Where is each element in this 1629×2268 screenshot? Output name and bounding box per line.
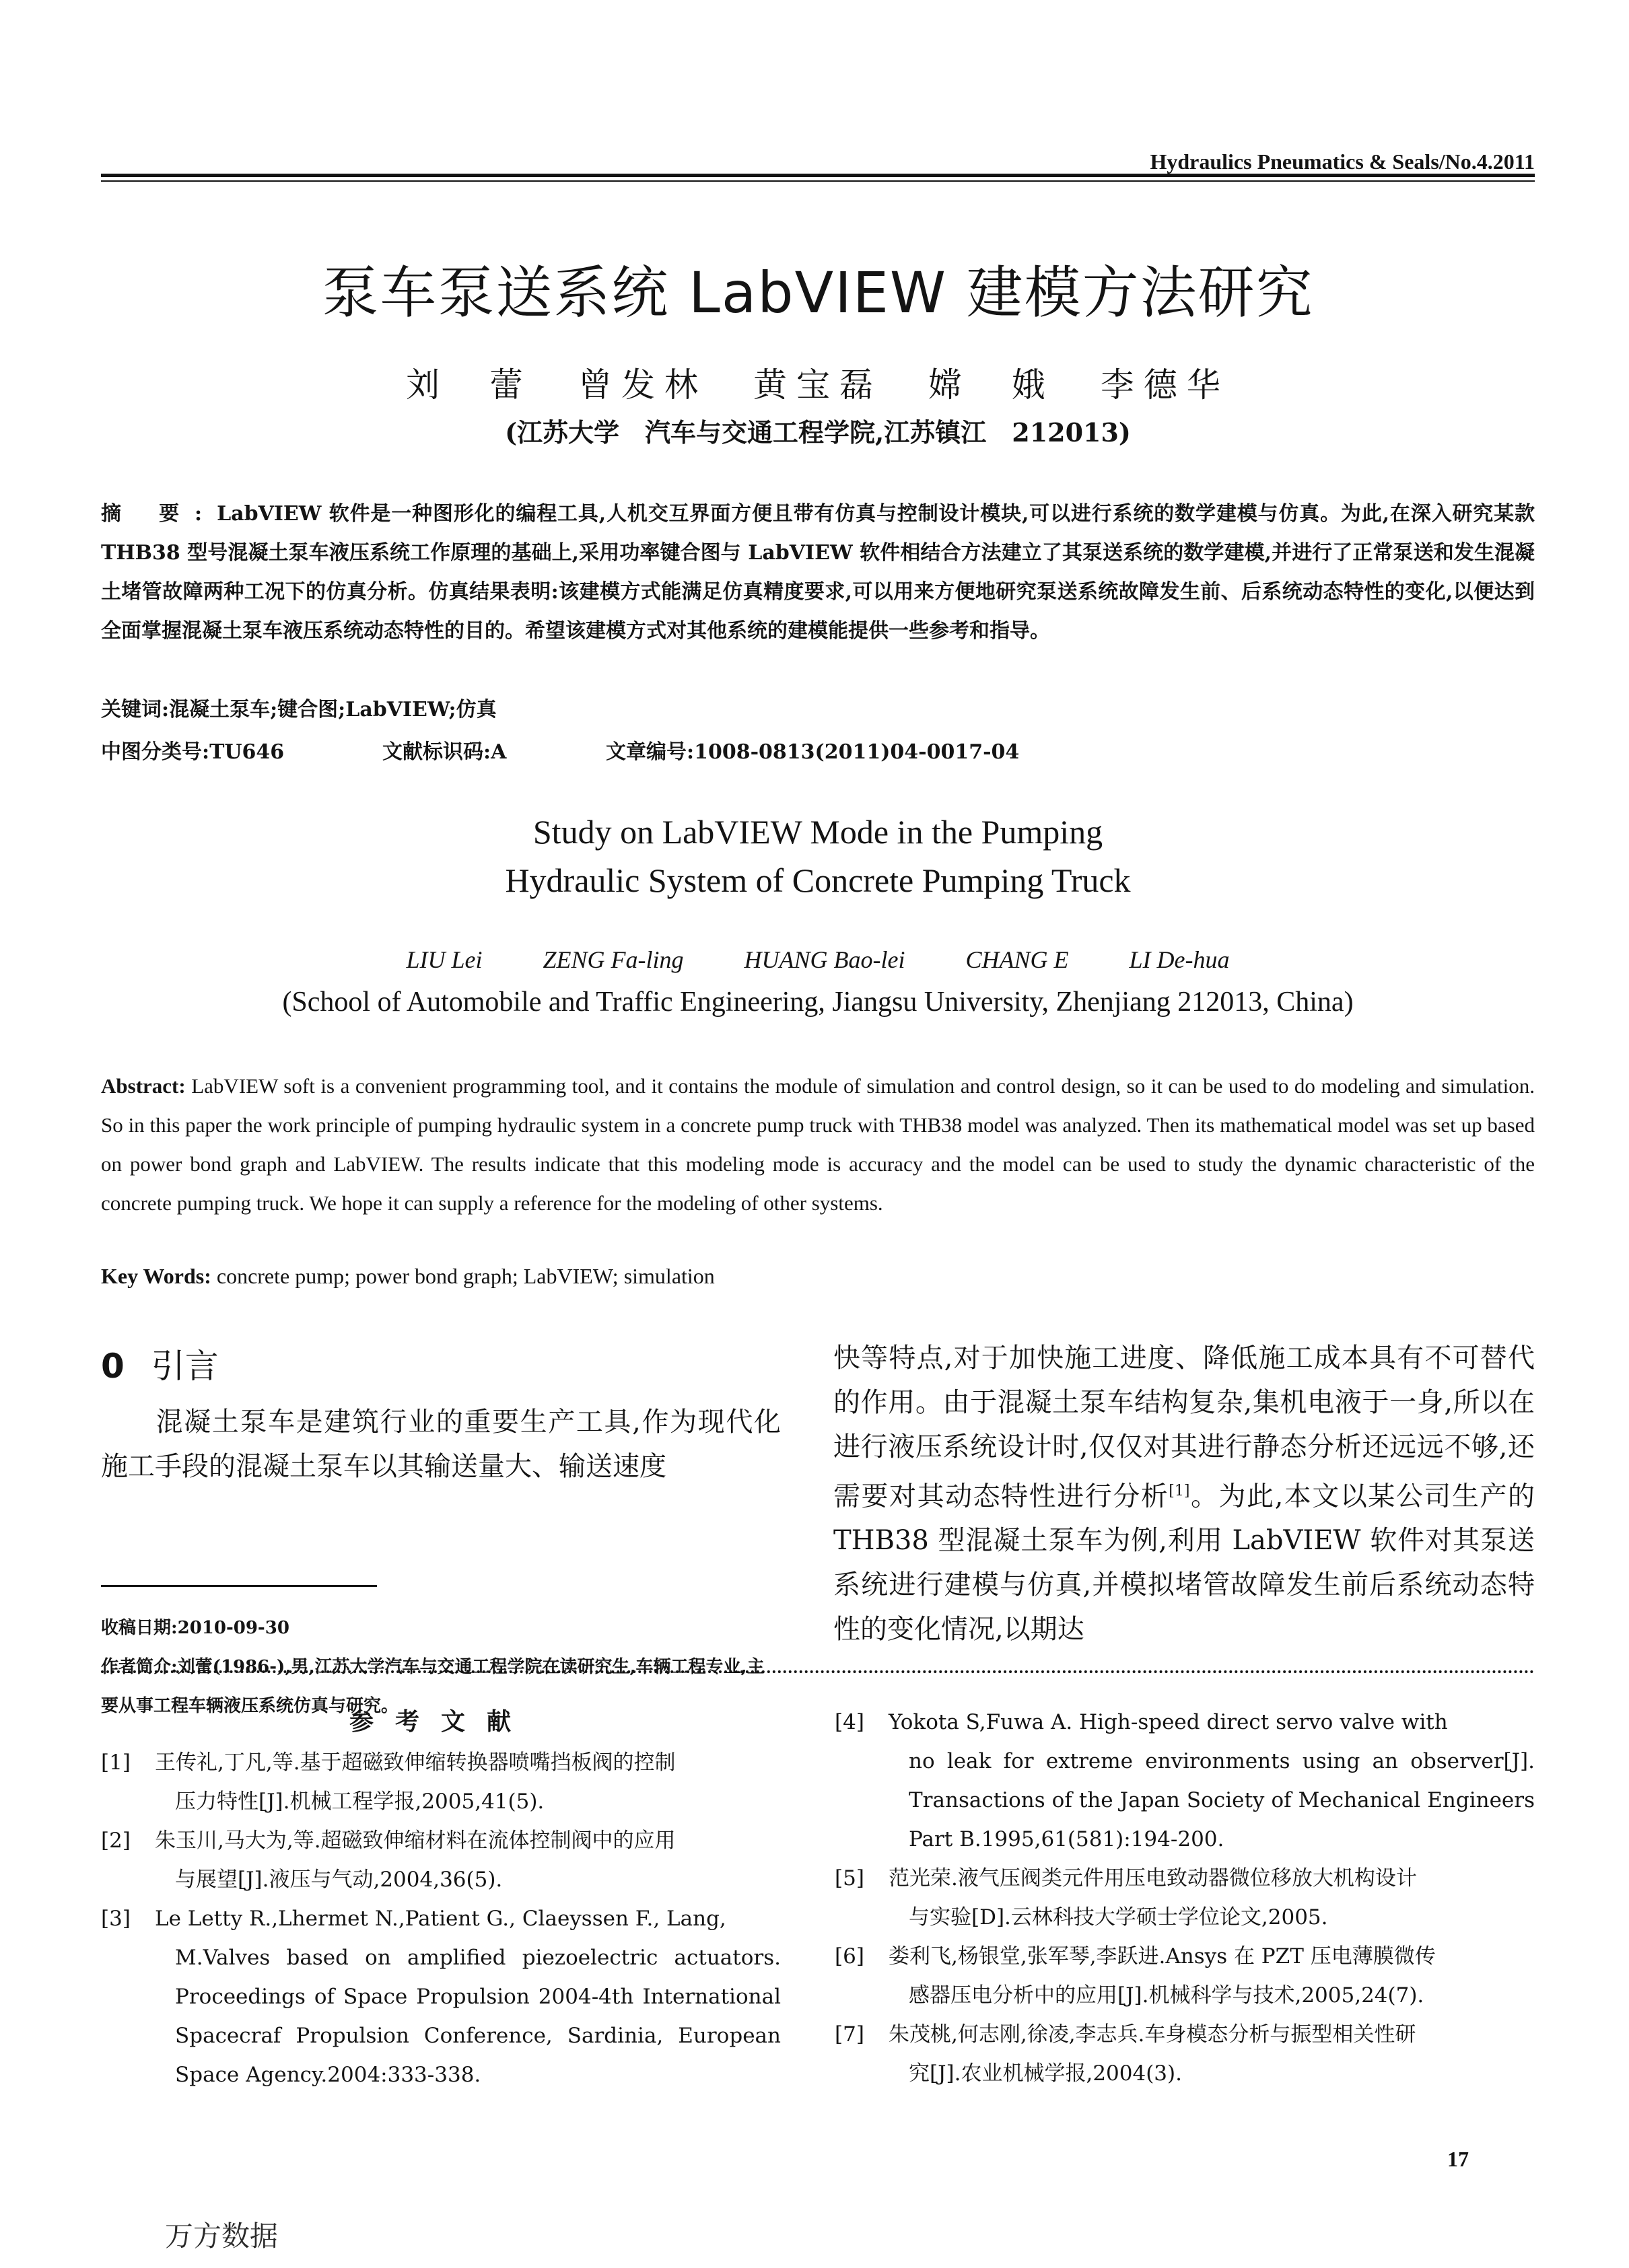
references-left bbox=[101, 1743, 781, 2094]
received-date: 收稿日期:2010-09-30 bbox=[101, 1618, 289, 1638]
page-number: 17 bbox=[1447, 2147, 1469, 2171]
header-rule-thin bbox=[101, 180, 1535, 182]
body-text-left bbox=[101, 1400, 781, 1489]
en-author-1: LIU Lei bbox=[406, 946, 483, 973]
reference-text: 王传礼,丁凡,等.基于超磁致伸缩转换器喷嘴挡板阀的控制 bbox=[155, 1750, 676, 1775]
en-keywords-label: Key Words: bbox=[101, 1264, 211, 1288]
reference-text: 朱茂桃,何志刚,徐凌,李志兵.车身模态分析与振型相关性研 bbox=[889, 2022, 1416, 2047]
reference-text-cont: M.Valves based on amplified piezoelectric actuators. Proceedings of Space Propulsion 2004-4th International Spacecraf Propulsion Conference, Sardinia, European Space Agency.2004:333-338. bbox=[175, 1946, 781, 2087]
reference-item bbox=[101, 1821, 781, 1899]
english-affiliation: (School of Automobile and Traffic Engineering, Jiangsu University, Zhenjiang 212013, China) bbox=[282, 987, 1354, 1018]
chinese-title: 泵车泵送系统 LabVIEW 建模方法研究 bbox=[322, 260, 1314, 326]
reference-item bbox=[835, 1937, 1535, 2015]
author-5: 李德华 bbox=[1100, 365, 1230, 404]
author-bio: 作者简介:刘蕾(1986-),男,江苏大学汽车与交通工程学院在读研究生,车辆工程专业,主要从事工程车辆液压系统仿真与研究。 bbox=[101, 1657, 765, 1716]
author-4: 嫦 娥 bbox=[928, 365, 1055, 404]
en-author-3: HUANG Bao-lei bbox=[744, 946, 905, 973]
author-1: 刘 蕾 bbox=[406, 365, 532, 404]
reference-text-cont: 与展望[J].液压与气动,2004,36(5). bbox=[175, 1868, 503, 1892]
intro-paragraph-start: 混凝土泵车是建筑行业的重要生产工具,作为现代化施工手段的混凝土泵车以其输送量大、输送速度 bbox=[101, 1407, 781, 1482]
author-3: 黄宝磊 bbox=[753, 365, 882, 404]
english-authors bbox=[101, 946, 1535, 974]
reference-item bbox=[101, 1899, 781, 2094]
reference-text: 范光荣.液气压阀类元件用压电致动器微位移放大机构设计 bbox=[889, 1866, 1417, 1890]
reference-item bbox=[835, 1703, 1535, 1859]
classification-info bbox=[101, 735, 1535, 765]
references-right bbox=[835, 1703, 1535, 2093]
reference-item bbox=[101, 1743, 781, 1821]
en-keywords-text: concrete pump; power bond graph; LabVIEW; simulation bbox=[216, 1264, 715, 1288]
chinese-authors bbox=[101, 358, 1535, 406]
reference-number: [1] bbox=[101, 1750, 131, 1775]
en-author-4: CHANG E bbox=[965, 946, 1069, 973]
reference-number: [4] bbox=[835, 1710, 864, 1734]
en-abstract-label: Abstract: bbox=[101, 1074, 186, 1098]
chinese-abstract bbox=[101, 495, 1535, 651]
reference-text-cont: 与实验[D].云林科技大学硕士学位论文,2005. bbox=[909, 1905, 1328, 1929]
reference-text-cont: 感器压电分析中的应用[J].机械科学与技术,2005,24(7). bbox=[909, 1983, 1424, 2008]
author-2: 曾发林 bbox=[578, 365, 707, 404]
reference-number: [7] bbox=[835, 2022, 864, 2047]
journal-header: Hydraulics Pneumatics & Seals/No.4.2011 bbox=[1150, 149, 1535, 174]
clc-number: 中图分类号:TU646 bbox=[101, 740, 285, 764]
watermark: 万方数据 bbox=[165, 2220, 279, 2253]
body-text-right bbox=[833, 1336, 1535, 1652]
reference-text-cont: 究[J].农业机械学报,2004(3). bbox=[909, 2061, 1182, 2086]
article-number: 文章编号:1008-0813(2011)04-0017-04 bbox=[606, 740, 1020, 764]
references-heading-text: 参考文献 bbox=[349, 1707, 532, 1736]
header-rule bbox=[101, 174, 1535, 177]
english-title-line1: Study on LabVIEW Mode in the Pumping bbox=[532, 813, 1103, 851]
reference-item bbox=[835, 1859, 1535, 1937]
reference-number: [2] bbox=[101, 1829, 131, 1853]
footnote-rule bbox=[101, 1585, 377, 1587]
section-divider bbox=[101, 1670, 1535, 1673]
intro-paragraph-cont2: 。为此,本文以某公司生产的 THB38 型混凝土泵车为例,利用 LabVIEW 软件对其泵送系统进行建模与仿真,并模拟堵管故障发生前后系统动态特性的变化情况,以期达 bbox=[833, 1481, 1535, 1645]
en-author-2: ZENG Fa-ling bbox=[543, 946, 684, 973]
english-title-line2: Hydraulic System of Concrete Pumping Truck bbox=[505, 861, 1131, 899]
english-keywords bbox=[101, 1264, 1535, 1289]
reference-number: [3] bbox=[101, 1907, 131, 1931]
reference-number: [6] bbox=[835, 1944, 864, 1969]
english-title bbox=[101, 808, 1535, 905]
reference-text: 娄利飞,杨银堂,张军琴,李跃进.Ansys 在 PZT 压电薄膜微传 bbox=[889, 1944, 1436, 1969]
en-author-5: LI De-hua bbox=[1129, 946, 1230, 973]
section-heading bbox=[101, 1339, 219, 1388]
reference-text: Le Letty R.,Lhermet N.,Patient G., Claeyssen F., Lang, bbox=[155, 1907, 726, 1931]
reference-text-cont: 压力特性[J].机械工程学报,2005,41(5). bbox=[175, 1789, 545, 1814]
abstract-label: 摘 要: bbox=[101, 502, 217, 526]
document-code: 文献标识码:A bbox=[382, 740, 507, 764]
en-abstract-text: LabVIEW soft is a convenient programming tool, and it contains the module of simulation and control design, so it can be used to do modeling and simulation. So in this paper the work principle of pumping hydraulic system in a concrete pump truck with THB38 model was analyzed. Then its mathematical model was set up based on power bond graph and LabVIEW. The results indicate that this modeling mode is accuracy and the model can be used to study the dynamic characteristic of the concrete pumping truck. We hope it can supply a reference for the modeling of other systems. bbox=[101, 1074, 1535, 1215]
english-abstract bbox=[101, 1067, 1535, 1223]
section-number: 0 bbox=[101, 1347, 125, 1386]
reference-number: [5] bbox=[835, 1866, 864, 1890]
chinese-keywords: 关键词:混凝土泵车;键合图;LabVIEW;仿真 bbox=[101, 698, 497, 721]
abstract-text: LabVIEW 软件是一种图形化的编程工具,人机交互界面方便且带有仿真与控制设计模块,可以进行系统的数学建模与仿真。为此,在深入研究某款 THB38 型号混凝土泵车液压系统工作原理的基础上,采用功率键合图与 LabVIEW 软件相结合方法建立了其泵送系统的数学建模,并进行了正常泵送和发生混凝土堵管故障两种工况下的仿真分析。仿真结果表明:该建模方式能满足仿真精度要求,可以用来方便地研究泵送系统故障发生前、后系统动态特性的变化,以便达到全面掌握混凝土泵车液压系统动态特性的目的。希望该建模方式对其他系统的建模能提供一些参考和指导。 bbox=[101, 502, 1535, 643]
reference-item bbox=[835, 2015, 1535, 2093]
section-title: 引言 bbox=[151, 1347, 219, 1386]
chinese-affiliation: (江苏大学 汽车与交通工程学院,江苏镇江 212013) bbox=[505, 417, 1131, 448]
references-heading bbox=[101, 1703, 781, 1737]
citation-1: [1] bbox=[1169, 1483, 1190, 1499]
reference-text-cont: no leak for extreme environments using an observer[J]. Transactions of the Japan Society of Mechanical Engineers Part B.1995,61(581):194-200. bbox=[909, 1749, 1535, 1851]
reference-text: 朱玉川,马大为,等.超磁致伸缩材料在流体控制阀中的应用 bbox=[155, 1829, 676, 1853]
intro-paragraph-cont: 快等特点,对于加快施工进度、降低施工成本具有不可替代的作用。由于混凝土泵车结构复杂,集机电液于一身,所以在进行液压系统设计时,仅仅对其进行静态分析还远远不够,还需要对其动态特性进行分析 bbox=[833, 1343, 1535, 1512]
reference-text: Yokota S,Fuwa A. High-speed direct servo valve with bbox=[889, 1710, 1448, 1734]
